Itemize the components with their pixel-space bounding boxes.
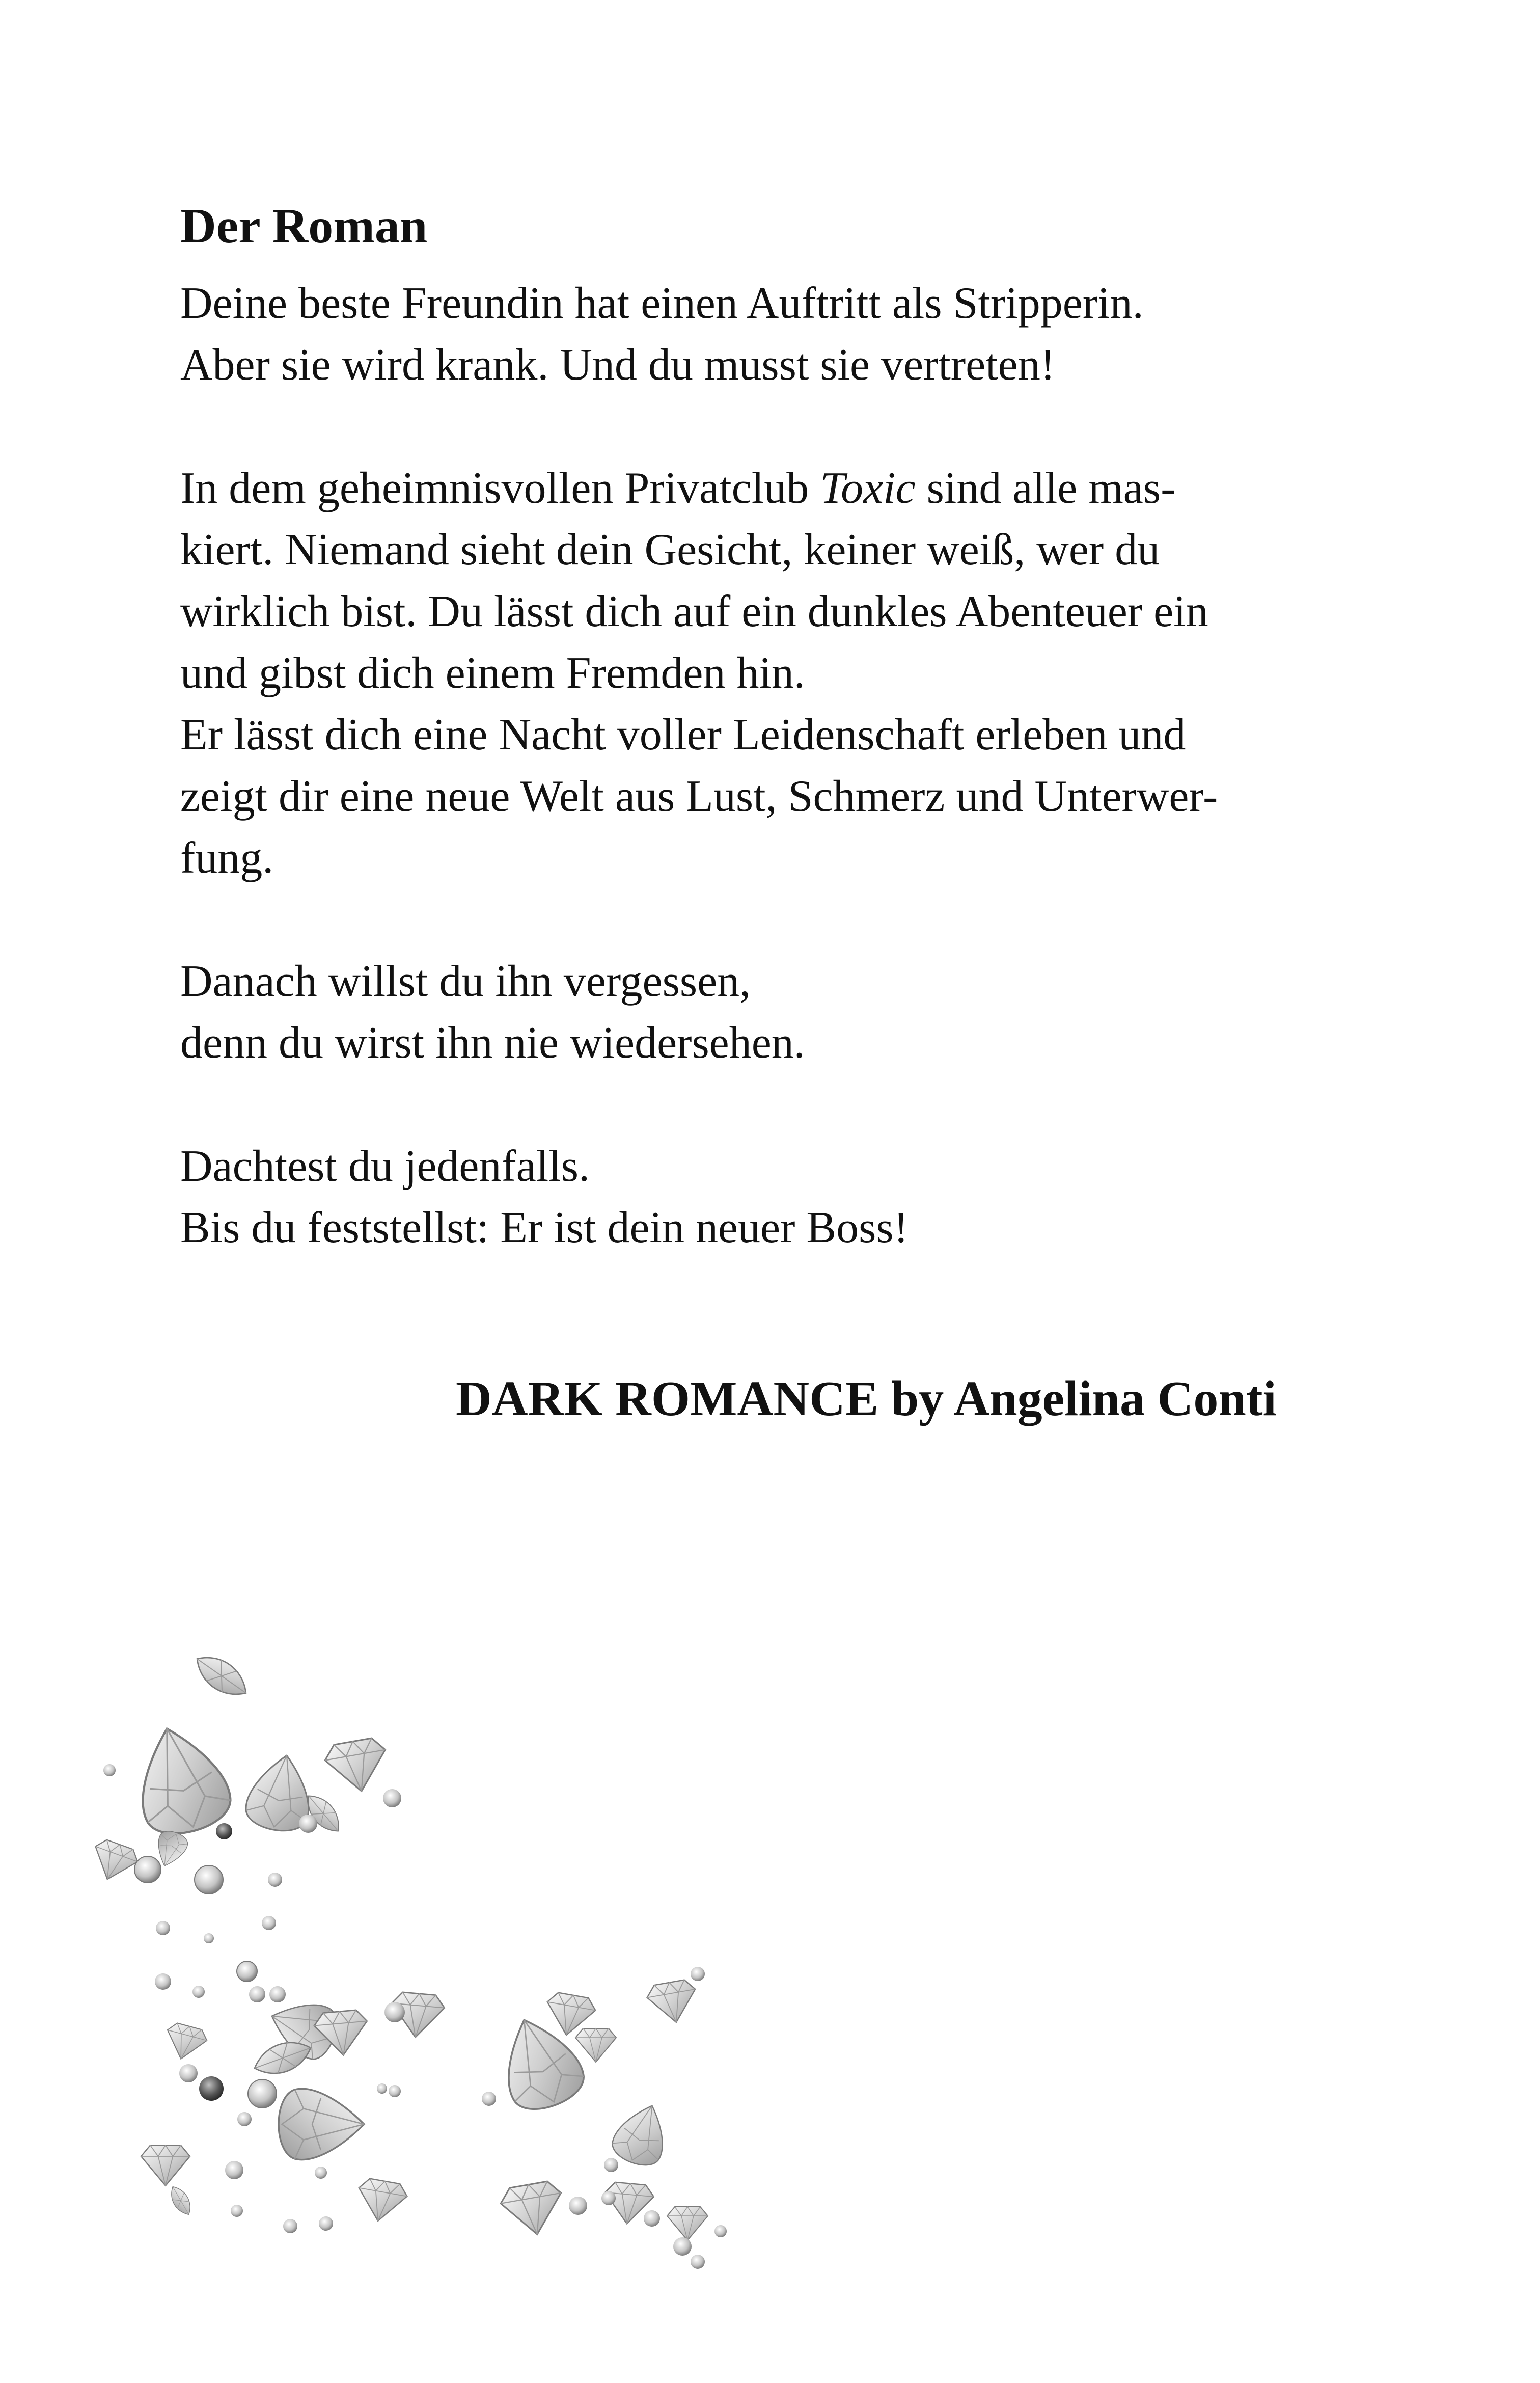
- blurb-line: denn du wirst ihn nie wiedersehen.: [180, 1018, 805, 1068]
- blurb-line: kiert. Niemand sieht dein Gesicht, keiner weiß, wer du: [180, 525, 1160, 575]
- blurb-line: zeigt dir eine neue Welt aus Lust, Schmerz und Unterwer-: [180, 772, 1218, 821]
- blurb-line: Danach willst du ihn vergessen,: [180, 957, 751, 1006]
- blurb-text: [180, 273, 1326, 1259]
- blurb-line: wirklich bist. Du lässt dich auf ein dunkles Abenteuer ein: [180, 587, 1208, 636]
- blurb-text-run: sind alle mas-: [915, 464, 1176, 513]
- series-byline: DARK ROMANCE by Angelina Conti: [456, 1371, 1277, 1426]
- blurb-line: Deine beste Freundin hat einen Auftritt als Stripperin.: [180, 279, 1144, 328]
- blurb-line: Er lässt dich eine Nacht voller Leidenschaft erleben und: [180, 710, 1186, 760]
- club-name: Toxic: [820, 464, 916, 513]
- blurb-line: Bis du feststellst: Er ist dein neuer Boss!: [180, 1203, 909, 1253]
- blurb-line: Aber sie wird krank. Und du musst sie vertreten!: [180, 340, 1056, 390]
- blurb-line: [180, 457, 1326, 519]
- blurb-text-run: In dem geheimnisvollen Privatclub: [180, 464, 820, 513]
- section-title: Der Roman: [180, 199, 428, 254]
- diamonds-decoration: [56, 1615, 779, 2308]
- blurb-line: und gibst dich einem Fremden hin.: [180, 648, 805, 698]
- blurb-line: fung.: [180, 833, 274, 883]
- blurb-line: Dachtest du jedenfalls.: [180, 1142, 590, 1191]
